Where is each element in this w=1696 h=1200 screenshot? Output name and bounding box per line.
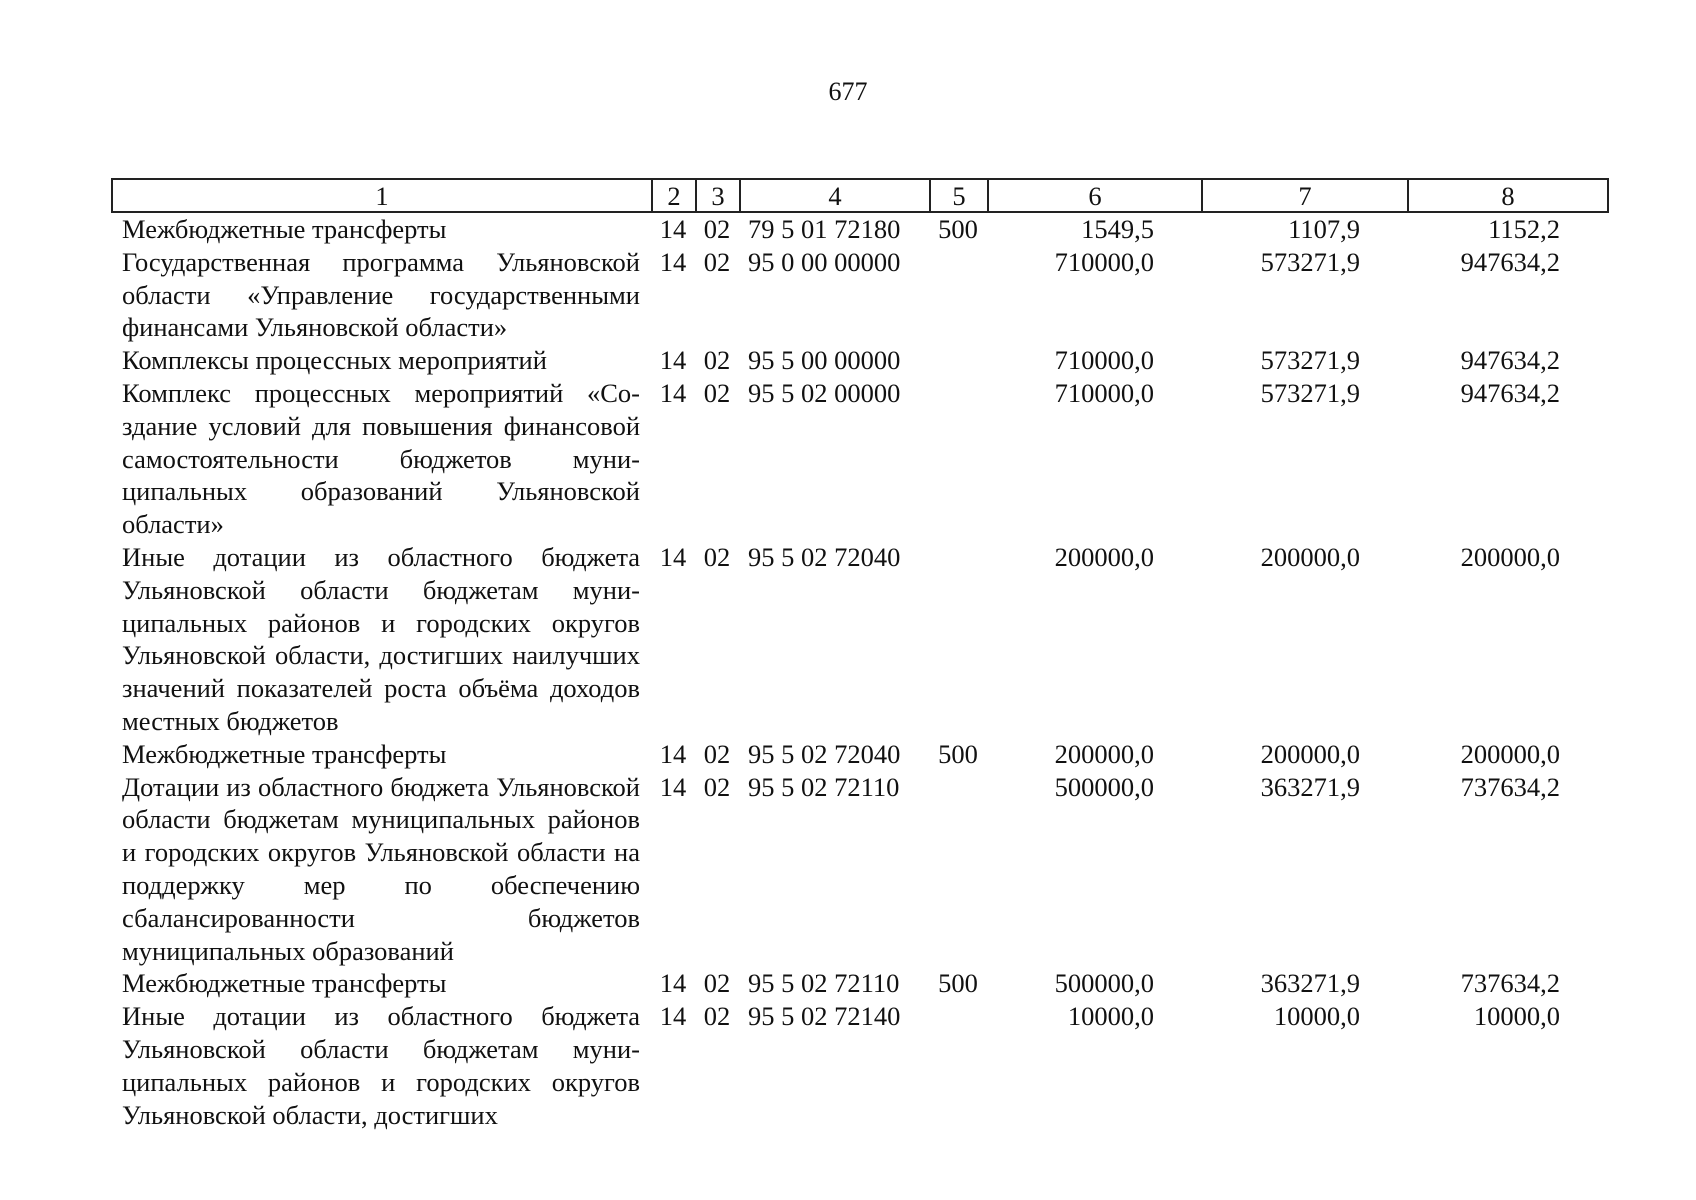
column-header-6: 6 — [988, 179, 1202, 212]
table-row — [112, 541, 1608, 738]
row-expense-type — [930, 1000, 988, 1131]
row-amount-col8: 947634,2 — [1460, 345, 1560, 376]
row-expense-type: 500 — [938, 214, 978, 244]
row-amount-col8: 200000,0 — [1460, 541, 1560, 572]
row-name: Межбюджетные трансферты — [122, 214, 447, 244]
row-expense-type — [930, 246, 988, 344]
row-amount-col8: 947634,2 — [1460, 246, 1560, 277]
row-amount-col6: 1549,5 — [1081, 214, 1154, 244]
row-expense-type — [930, 771, 988, 968]
row-amount-col7: 10000,0 — [1273, 1001, 1360, 1032]
row-subsection: 02 — [703, 771, 731, 802]
row-name: Иные дотации из областного бюджета Ульяновской области бюджетам муниципальных районов и городских округов Ульяновской области, достигших наилучших значений показателей роста объёма доходов местных бюджетов — [122, 541, 640, 736]
row-amount-col7: 573271,9 — [1260, 345, 1360, 376]
row-amount-col6: 200000,0 — [1054, 541, 1154, 572]
row-amount-col7: 200000,0 — [1260, 541, 1360, 572]
row-target-code: 95 5 02 72140 — [748, 1001, 901, 1032]
row-amount-col6: 710000,0 — [1054, 377, 1154, 408]
row-expense-type: 500 — [938, 968, 978, 999]
row-expense-type: 500 — [938, 738, 978, 769]
row-section: 14 — [659, 214, 687, 244]
row-subsection: 02 — [703, 345, 731, 376]
column-header-2: 2 — [652, 179, 696, 212]
row-subsection: 02 — [703, 1001, 731, 1032]
table-row — [112, 771, 1608, 968]
row-name: Иные дотации из областного бюджета Ульяновской области бюджетам муниципальных районов и городских округов Ульяновской области, достигших — [122, 1001, 640, 1130]
column-header-1: 1 — [112, 179, 652, 212]
row-amount-col8: 10000,0 — [1473, 1001, 1560, 1032]
row-expense-type — [930, 377, 988, 541]
row-section: 14 — [659, 377, 687, 408]
row-section: 14 — [659, 345, 687, 376]
table-row — [112, 246, 1608, 344]
row-target-code: 95 5 00 00000 — [748, 345, 901, 376]
column-header-3: 3 — [696, 179, 740, 212]
row-amount-col6: 710000,0 — [1054, 246, 1154, 277]
row-section: 14 — [659, 246, 687, 277]
column-header-8: 8 — [1408, 179, 1608, 212]
row-amount-col8: 947634,2 — [1460, 377, 1560, 408]
row-amount-col8: 200000,0 — [1460, 738, 1560, 769]
column-header-7: 7 — [1202, 179, 1408, 212]
row-name: Дотации из областного бюджета Ульяновской области бюджетам муниципальных районов и городских округов Ульяновской области на поддержку мер по обеспечению сбалансированности бюджетов муниципальных образований — [122, 771, 640, 966]
row-name: Межбюджетные трансферты — [122, 738, 447, 769]
row-amount-col8: 1152,2 — [1488, 214, 1560, 244]
row-section: 14 — [659, 541, 687, 572]
row-subsection: 02 — [703, 968, 731, 999]
row-amount-col6: 200000,0 — [1054, 738, 1154, 769]
row-amount-col6: 710000,0 — [1054, 345, 1154, 376]
table-row — [112, 738, 1608, 771]
row-subsection: 02 — [703, 738, 731, 769]
table-row — [112, 377, 1608, 541]
row-section: 14 — [659, 738, 687, 769]
row-section: 14 — [659, 1001, 687, 1032]
row-expense-type — [930, 344, 988, 377]
table-row — [112, 344, 1608, 377]
table-row — [112, 967, 1608, 1000]
row-subsection: 02 — [703, 214, 731, 244]
row-section: 14 — [659, 771, 687, 802]
row-amount-col6: 10000,0 — [1067, 1001, 1154, 1032]
column-header-5: 5 — [930, 179, 988, 212]
page-number: 677 — [828, 77, 868, 106]
row-target-code: 95 5 02 00000 — [748, 377, 901, 408]
row-amount-col8: 737634,2 — [1460, 968, 1560, 999]
row-amount-col7: 573271,9 — [1260, 246, 1360, 277]
row-name: Комплексы процессных мероприятий — [122, 345, 547, 376]
row-name: Государственная программа Ульяновской области «Управление государственными финансами Ульяновской области» — [122, 246, 640, 343]
row-target-code: 95 0 00 00000 — [748, 246, 901, 277]
budget-table — [111, 178, 1609, 1131]
row-target-code: 95 5 02 72110 — [748, 771, 900, 802]
row-amount-col6: 500000,0 — [1054, 771, 1154, 802]
table-header-row — [112, 179, 1608, 212]
row-subsection: 02 — [703, 541, 731, 572]
table-row — [112, 1000, 1608, 1131]
table-row — [112, 212, 1608, 246]
row-name: Межбюджетные трансферты — [122, 968, 447, 999]
row-amount-col7: 1107,9 — [1288, 214, 1360, 244]
row-amount-col7: 363271,9 — [1260, 968, 1360, 999]
row-expense-type — [930, 541, 988, 738]
row-subsection: 02 — [703, 246, 731, 277]
row-amount-col8: 737634,2 — [1460, 771, 1560, 802]
row-target-code: 95 5 02 72040 — [748, 541, 901, 572]
column-header-4: 4 — [740, 179, 930, 212]
row-target-code: 95 5 02 72040 — [748, 738, 901, 769]
row-amount-col6: 500000,0 — [1054, 968, 1154, 999]
row-amount-col7: 573271,9 — [1260, 377, 1360, 408]
row-section: 14 — [659, 968, 687, 999]
row-name: Комплекс процессных мероприятий «Создание условий для повышения финансовой самостоятельности бюджетов муниципальных образований Ульяновской области» — [122, 377, 640, 540]
row-amount-col7: 363271,9 — [1260, 771, 1360, 802]
row-target-code: 95 5 02 72110 — [748, 968, 900, 999]
row-subsection: 02 — [703, 377, 731, 408]
row-target-code: 79 5 01 72180 — [748, 214, 901, 244]
row-amount-col7: 200000,0 — [1260, 738, 1360, 769]
